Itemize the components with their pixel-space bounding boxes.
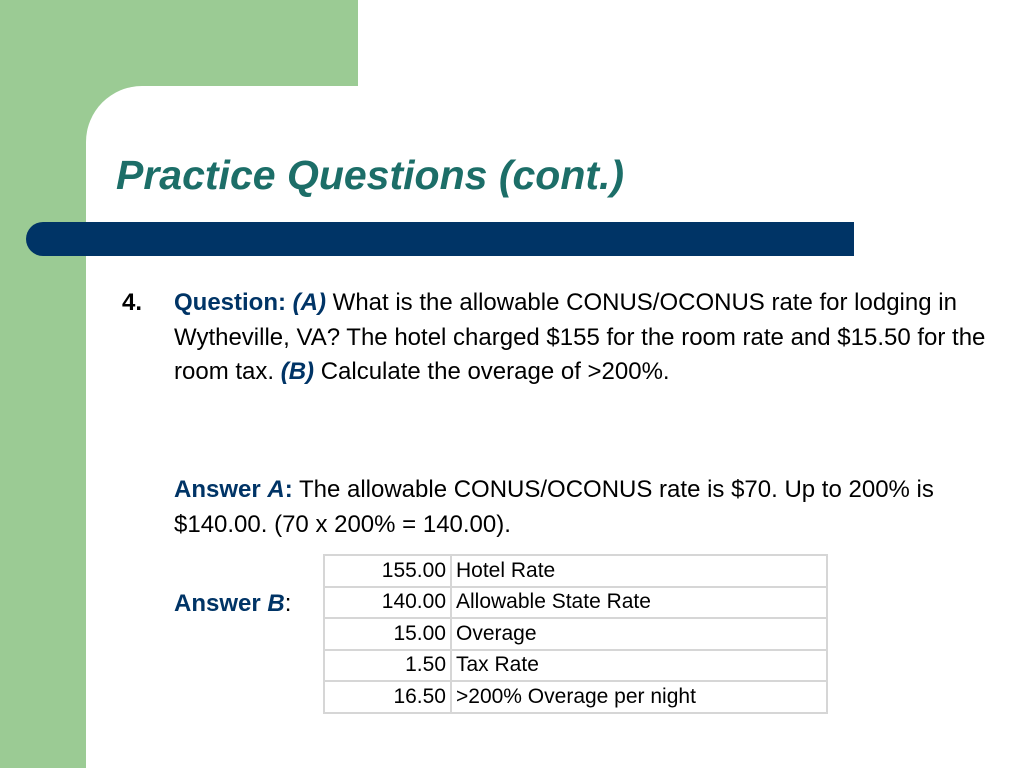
question-number: 4. xyxy=(122,289,143,316)
overage-calculation-table xyxy=(323,554,828,714)
description-cell: >200% Overage per night xyxy=(451,681,827,713)
answer-a-paragraph xyxy=(174,473,986,542)
table-row xyxy=(324,650,827,682)
table-row xyxy=(324,618,827,650)
answer-b-label-word: Answer xyxy=(174,590,268,617)
question-paragraph xyxy=(174,286,986,390)
amount-cell: 155.00 xyxy=(324,555,451,587)
amount-cell: 16.50 xyxy=(324,681,451,713)
green-left-strip xyxy=(0,0,86,768)
amount-cell: 140.00 xyxy=(324,587,451,619)
question-text-a: What is the allowable CONUS/OCONUS rate for lodging in Wytheville, VA? The hotel charged $155 for the room rate and $15.50 for the room tax. xyxy=(174,289,986,385)
part-b-label: (B) xyxy=(280,358,315,385)
answer-b-letter: B xyxy=(267,590,285,617)
title-underline-bar xyxy=(26,222,854,256)
description-cell: Tax Rate xyxy=(451,650,827,682)
description-cell: Overage xyxy=(451,618,827,650)
answer-a-letter: A xyxy=(267,476,285,503)
table-row xyxy=(324,555,827,587)
amount-cell: 1.50 xyxy=(324,650,451,682)
question-label: Question: xyxy=(174,289,286,316)
slide-title: Practice Questions (cont.) xyxy=(116,152,625,198)
table-row xyxy=(324,681,827,713)
answer-a-label-word: Answer xyxy=(174,476,268,503)
question-text-b: Calculate the overage of >200%. xyxy=(314,358,670,385)
part-a-label: (A) xyxy=(292,289,326,316)
description-cell: Hotel Rate xyxy=(451,555,827,587)
description-cell: Allowable State Rate xyxy=(451,587,827,619)
answer-b-label xyxy=(174,590,291,618)
answer-a-colon: : xyxy=(284,476,293,503)
answer-a-text: The allowable CONUS/OCONUS rate is $70. Up to 200% is $140.00. (70 x 200% = 140.00). xyxy=(174,476,934,538)
answer-b-colon: : xyxy=(284,590,292,617)
table-row xyxy=(324,587,827,619)
amount-cell: 15.00 xyxy=(324,618,451,650)
